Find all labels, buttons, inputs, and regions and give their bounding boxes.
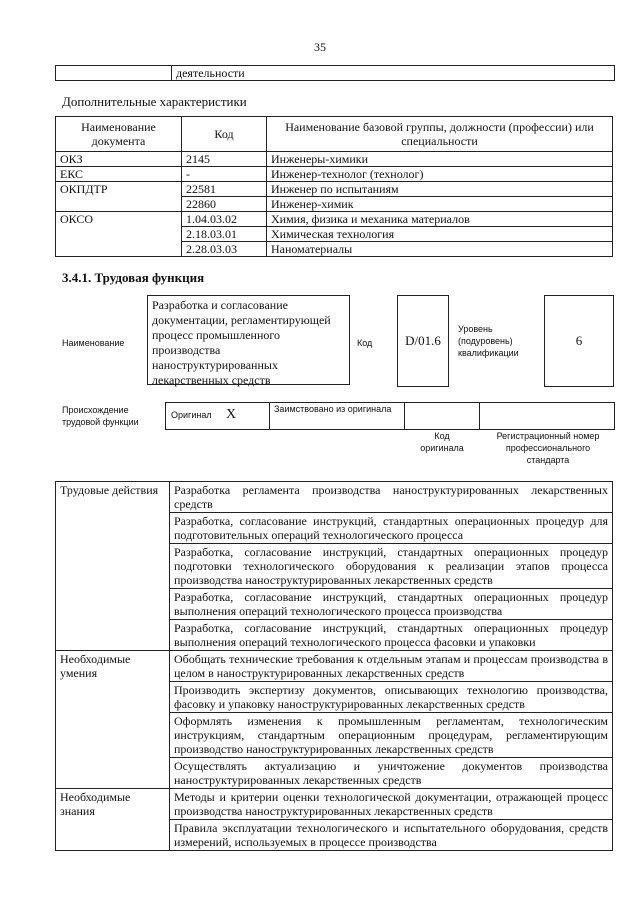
origin-label: Происхождение трудовой функции: [62, 405, 139, 427]
additional-characteristics-table: [55, 116, 613, 257]
table-row: [56, 212, 613, 227]
table-cell: Осуществлять актуализацию и уничтожение документов производства наноструктурированных лекарственных средств: [170, 758, 613, 789]
table-cell: Наноматериалы: [267, 242, 613, 257]
table-cell: Методы и критерии оценки технологической документации, отражающей процесс производства наноструктурированных лекарственных средств: [170, 789, 613, 820]
code-original-caption: Код оригинала: [420, 431, 464, 453]
table-cell: 1.04.03.02: [182, 212, 267, 227]
header-document: Наименование документа: [56, 117, 182, 152]
table-cell: Разработка, согласование инструкций, стандартных операционных процедур подготовки технологического оборудования к реализации этапов процесса производства наноструктурированных лекарственных средств: [170, 544, 613, 589]
table-cell: Разработка, согласование инструкций, стандартных операционных процедур выполнения операций технологического процесса производства: [170, 589, 613, 620]
divider: [269, 403, 270, 429]
table-cell: ОКЗ: [56, 152, 182, 167]
continuation-table: [55, 65, 615, 81]
table-cell: Правила эксплуатации технологического и испытательного оборудования, средств измерений, используемых в процессе производства: [170, 820, 613, 851]
table-cell: 2145: [182, 152, 267, 167]
level-label: Уровень (подуровень) квалификации: [458, 324, 519, 358]
table-row: [56, 152, 613, 167]
table-cell: Разработка, согласование инструкций, стандартных операционных процедур для подготовительных операций технологического процесса: [170, 513, 613, 544]
section-label-skills: Необходимые умения: [56, 651, 170, 789]
table-header-row: [56, 117, 613, 152]
table-cell: 22581: [182, 182, 267, 197]
borrowed-label: Заимствовано из оригинала: [274, 404, 392, 414]
table-cell: ОКСО: [56, 212, 182, 257]
table-cell: Оформлять изменения к промышленным регламентам, технологическим инструкциям, стандартным операционным процедурам, регламентирующим производство наноструктурированных лекарственных средств: [170, 713, 613, 758]
table-cell: деятельности: [172, 66, 615, 81]
table-row: [56, 651, 613, 682]
table-cell: Обобщать технические требования к отдельным этапам и процессам производства в целом в наноструктурированных лекарственных средств: [170, 651, 613, 682]
table-cell: Инженеры-химики: [267, 152, 613, 167]
original-mark: X: [226, 407, 237, 422]
table-cell: Производить экспертизу документов, описывающих технологию производства, фасовку и упаковку наноструктурированных лекарственных средств: [170, 682, 613, 713]
table-cell: 2.18.03.01: [182, 227, 267, 242]
table-cell: -: [182, 167, 267, 182]
section-label-knowledge: Необходимые знания: [56, 789, 170, 851]
function-code-box: D/01.6: [397, 295, 449, 387]
table-cell: Разработка, согласование инструкций, стандартных операционных процедур выполнения операций технологического процесса фасовки и упаковки: [170, 620, 613, 651]
table-row: [56, 66, 615, 81]
registration-number-caption: Регистрационный номер профессионального стандарта: [496, 431, 600, 465]
header-code: Код: [182, 117, 267, 152]
section-label-actions: Трудовые действия: [56, 482, 170, 651]
table-cell: ОКПДТР: [56, 182, 182, 212]
function-name-box: Разработка и согласование документации, регламентирующей процесс промышленного производства наноструктурированных лекарственных средств: [147, 295, 350, 385]
table-cell: 22860: [182, 197, 267, 212]
divider: [479, 403, 480, 429]
table-row: [56, 182, 613, 197]
table-cell: Инженер-химик: [267, 197, 613, 212]
table-cell: Инженер по испытаниям: [267, 182, 613, 197]
labor-function-title: 3.4.1. Трудовая функция: [62, 270, 205, 285]
additional-characteristics-title: Дополнительные характеристики: [62, 94, 247, 109]
table-cell: Разработка регламента производства наноструктурированных лекарственных средств: [170, 482, 613, 513]
qualification-level-box: 6: [544, 295, 614, 387]
table-row: [56, 789, 613, 820]
table-cell: Инженер-технолог (технолог): [267, 167, 613, 182]
divider: [404, 403, 405, 429]
table-cell: Химическая технология: [267, 227, 613, 242]
code-label: Код: [357, 338, 373, 348]
header-base-group: Наименование базовой группы, должности (профессии) или специальности: [267, 117, 613, 152]
origin-row: [165, 402, 615, 430]
table-cell: 2.28.03.03: [182, 242, 267, 257]
table-row: [56, 482, 613, 513]
function-details-table: [55, 481, 613, 851]
table-cell: ЕКС: [56, 167, 182, 182]
table-cell: Химия, физика и механика материалов: [267, 212, 613, 227]
page-number: 35: [314, 40, 326, 54]
table-cell: [56, 66, 172, 81]
name-label: Наименование: [62, 338, 125, 348]
table-row: [56, 167, 613, 182]
original-label: Оригинал: [171, 410, 212, 420]
